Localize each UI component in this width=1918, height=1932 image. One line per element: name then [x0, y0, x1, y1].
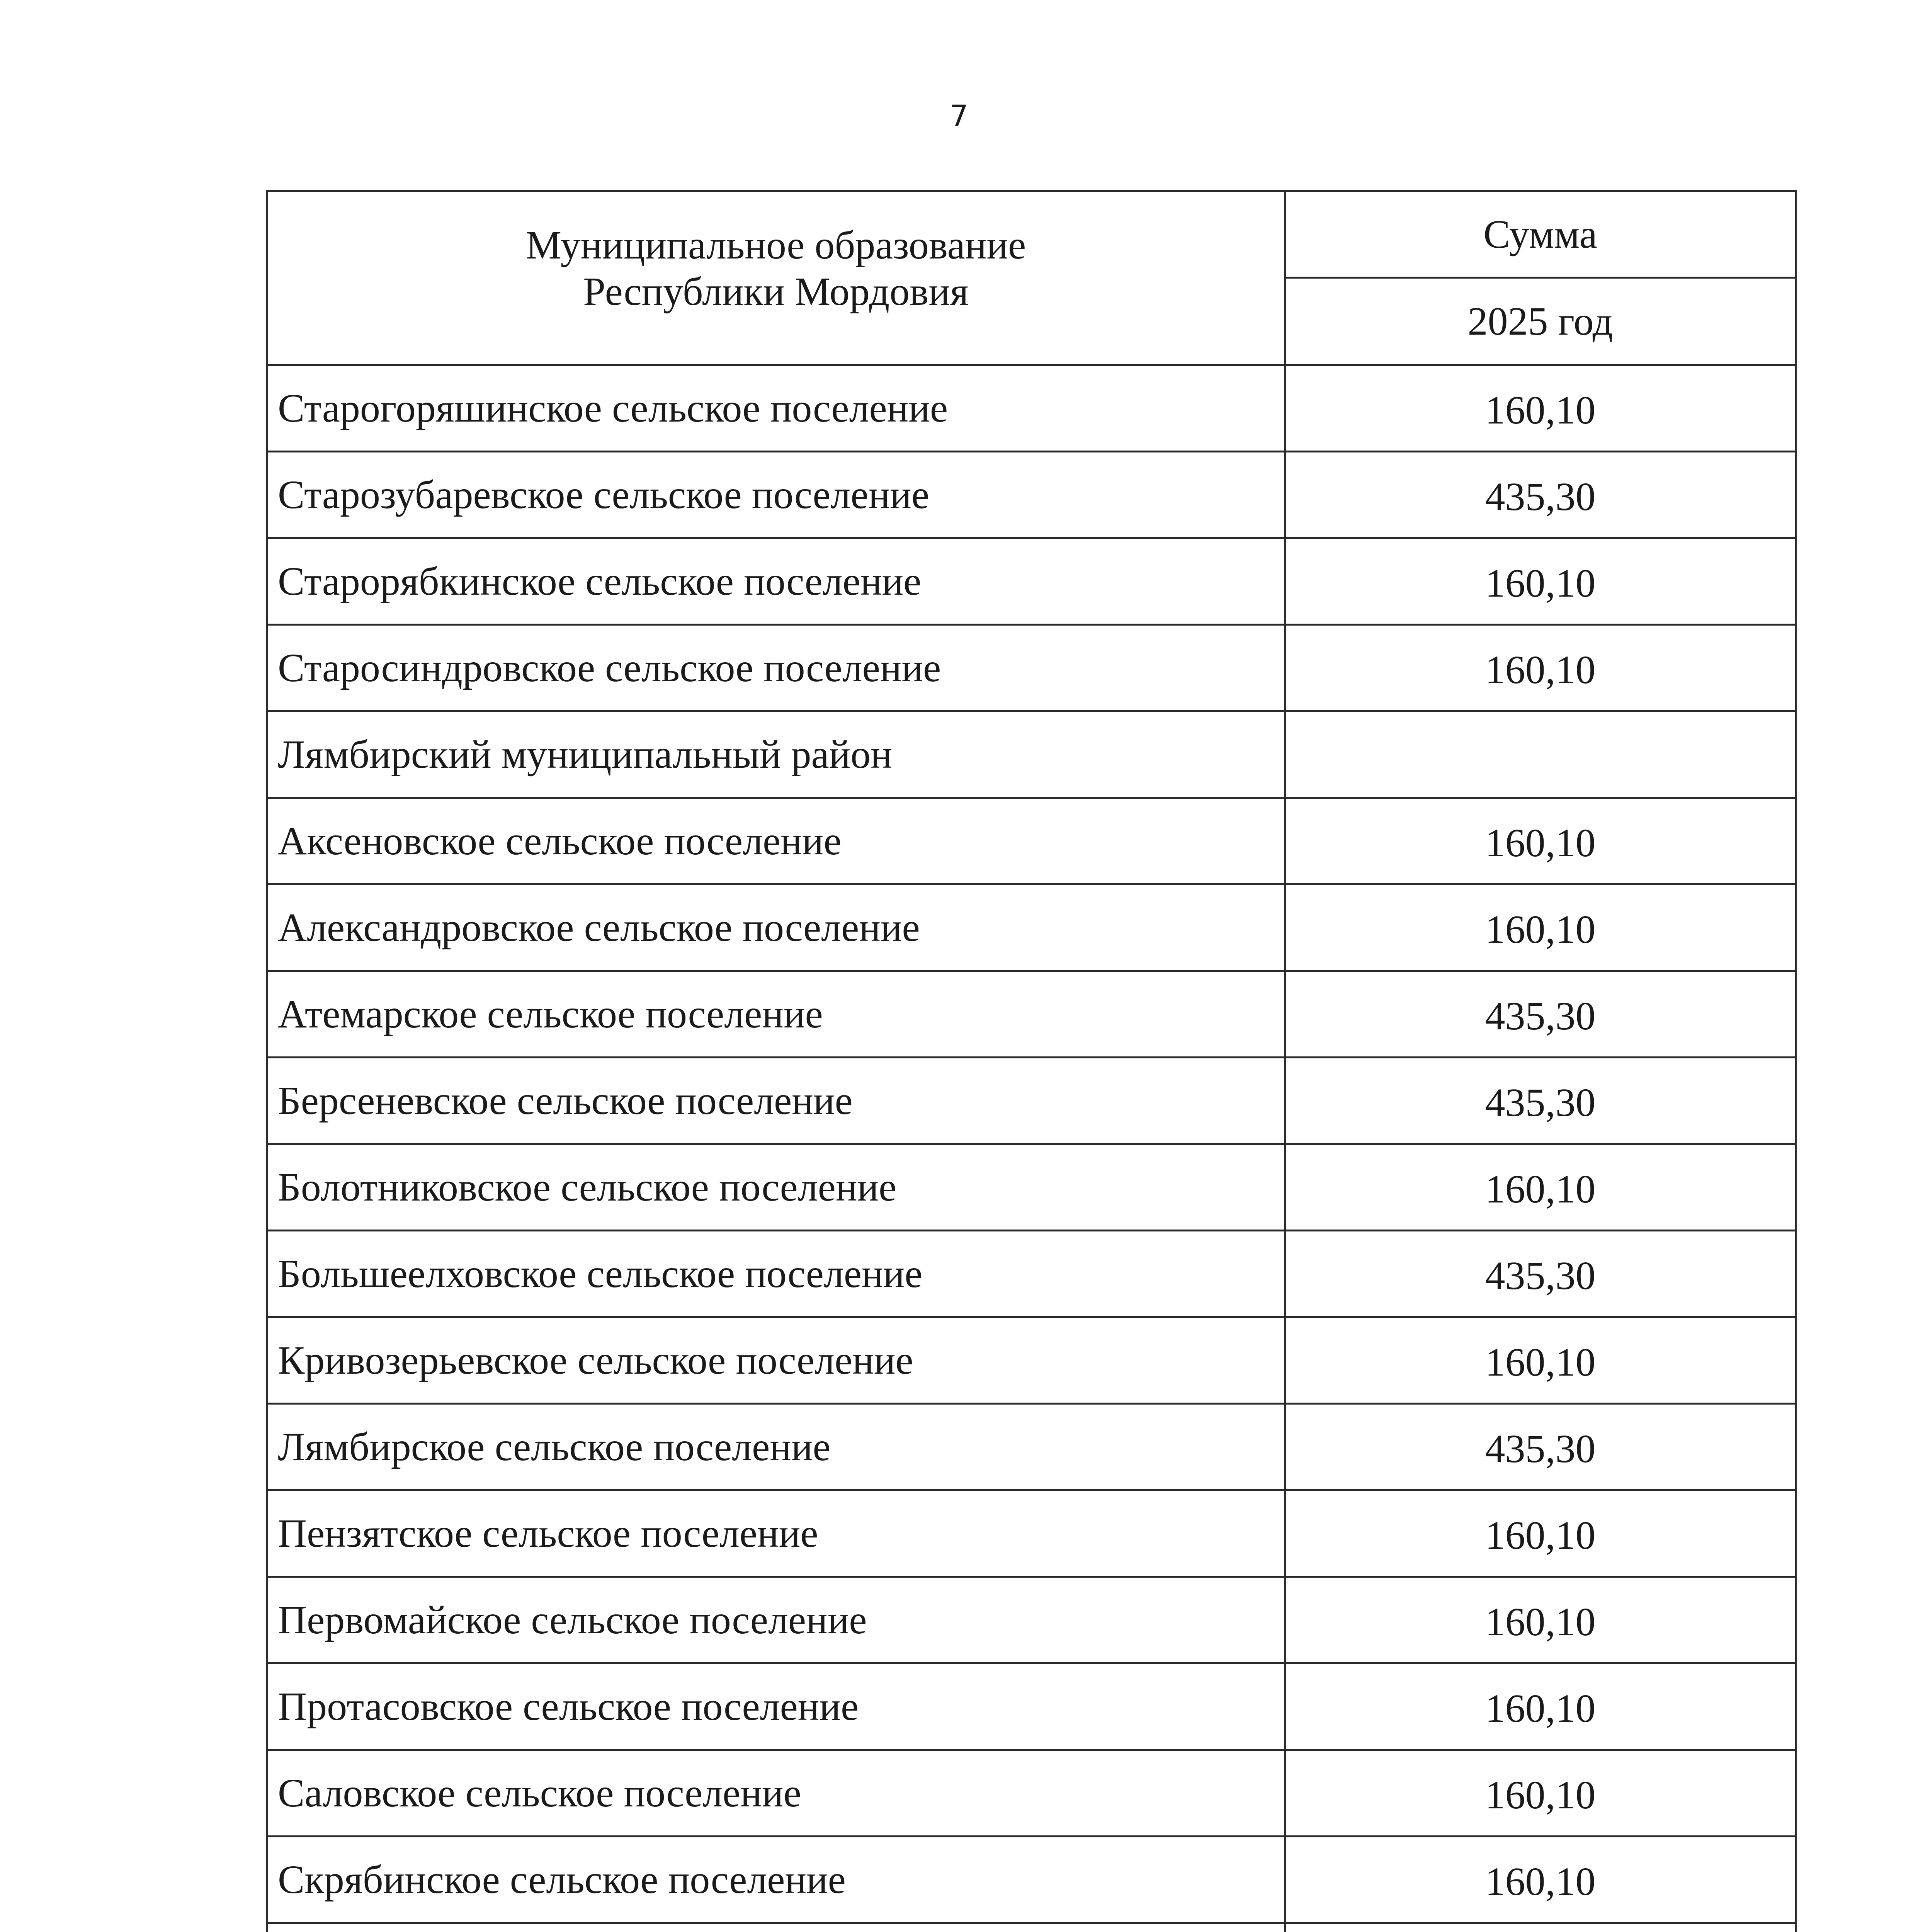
- row-amount: 160,10: [1285, 1750, 1796, 1837]
- table-row: [267, 452, 1796, 538]
- row-amount: 160,10: [1285, 1144, 1796, 1231]
- row-municipality-name: Пензятское сельское поселение: [267, 1490, 1285, 1577]
- row-municipality-name: Старорябкинское сельское поселение: [267, 538, 1285, 625]
- row-amount: 160,10: [1285, 1837, 1796, 1923]
- table-row: [267, 1144, 1796, 1231]
- table-row: [267, 1058, 1796, 1144]
- row-amount: [1285, 1923, 1796, 1932]
- row-municipality-name: Берсеневское сельское поселение: [267, 1058, 1285, 1144]
- table-row: [267, 971, 1796, 1058]
- row-amount: 160,10: [1285, 365, 1796, 452]
- row-amount: 435,30: [1285, 1231, 1796, 1317]
- table-row: [267, 538, 1796, 625]
- row-municipality-name: [267, 1923, 1285, 1932]
- table-row: [267, 1663, 1796, 1750]
- row-amount: 160,10: [1285, 798, 1796, 884]
- row-amount: 435,30: [1285, 1058, 1796, 1144]
- row-municipality-name: Лямбирское сельское поселение: [267, 1404, 1285, 1490]
- row-municipality-name: Лямбирский муниципальный район: [267, 711, 1285, 798]
- row-amount: 160,10: [1285, 1317, 1796, 1404]
- table-row: [267, 625, 1796, 711]
- row-municipality-name: Старозубаревское сельское поселение: [267, 452, 1285, 538]
- header-municipality: [267, 191, 1285, 365]
- row-municipality-name: Кривозерьевское сельское поселение: [267, 1317, 1285, 1404]
- row-amount: 160,10: [1285, 625, 1796, 711]
- row-amount: 160,10: [1285, 538, 1796, 625]
- row-municipality-name: Старогоряшинское сельское поселение: [267, 365, 1285, 452]
- header-year: 2025 год: [1285, 278, 1796, 365]
- row-amount: 160,10: [1285, 1490, 1796, 1577]
- table-row: [267, 1317, 1796, 1404]
- table-row: [267, 1490, 1796, 1577]
- row-municipality-name: Первомайское сельское поселение: [267, 1577, 1285, 1663]
- table-row: [267, 1231, 1796, 1317]
- row-municipality-name: Старосиндровское сельское поселение: [267, 625, 1285, 711]
- row-municipality-name: Атемарское сельское поселение: [267, 971, 1285, 1058]
- row-amount: 160,10: [1285, 1577, 1796, 1663]
- row-amount: 160,10: [1285, 1663, 1796, 1750]
- allocation-table: [266, 190, 1797, 1932]
- row-amount: 160,10: [1285, 884, 1796, 971]
- header-municipality-line2: Республики Мордовия: [583, 269, 969, 314]
- row-municipality-name: Большеелховское сельское поселение: [267, 1231, 1285, 1317]
- table-row: [267, 884, 1796, 971]
- row-amount: 435,30: [1285, 1404, 1796, 1490]
- row-municipality-name: Аксеновское сельское поселение: [267, 798, 1285, 884]
- page-number: 7: [949, 99, 969, 133]
- table-row: [267, 798, 1796, 884]
- row-amount: [1285, 711, 1796, 798]
- row-municipality-name: Александровское сельское поселение: [267, 884, 1285, 971]
- table-header-row: [267, 191, 1796, 278]
- row-municipality-name: Саловское сельское поселение: [267, 1750, 1285, 1837]
- row-municipality-name: Болотниковское сельское поселение: [267, 1144, 1285, 1231]
- table-row: [267, 365, 1796, 452]
- row-amount: 435,30: [1285, 452, 1796, 538]
- row-municipality-name: Скрябинское сельское поселение: [267, 1837, 1285, 1923]
- table-row: [267, 1837, 1796, 1923]
- header-sum: Сумма: [1285, 191, 1796, 278]
- header-municipality-line1: Муниципальное образование: [525, 223, 1026, 267]
- table-row: [267, 711, 1796, 798]
- row-amount: 435,30: [1285, 971, 1796, 1058]
- table-row: [267, 1923, 1796, 1932]
- row-municipality-name: Протасовское сельское поселение: [267, 1663, 1285, 1750]
- table-row: [267, 1404, 1796, 1490]
- table-row: [267, 1577, 1796, 1663]
- table-row: [267, 1750, 1796, 1837]
